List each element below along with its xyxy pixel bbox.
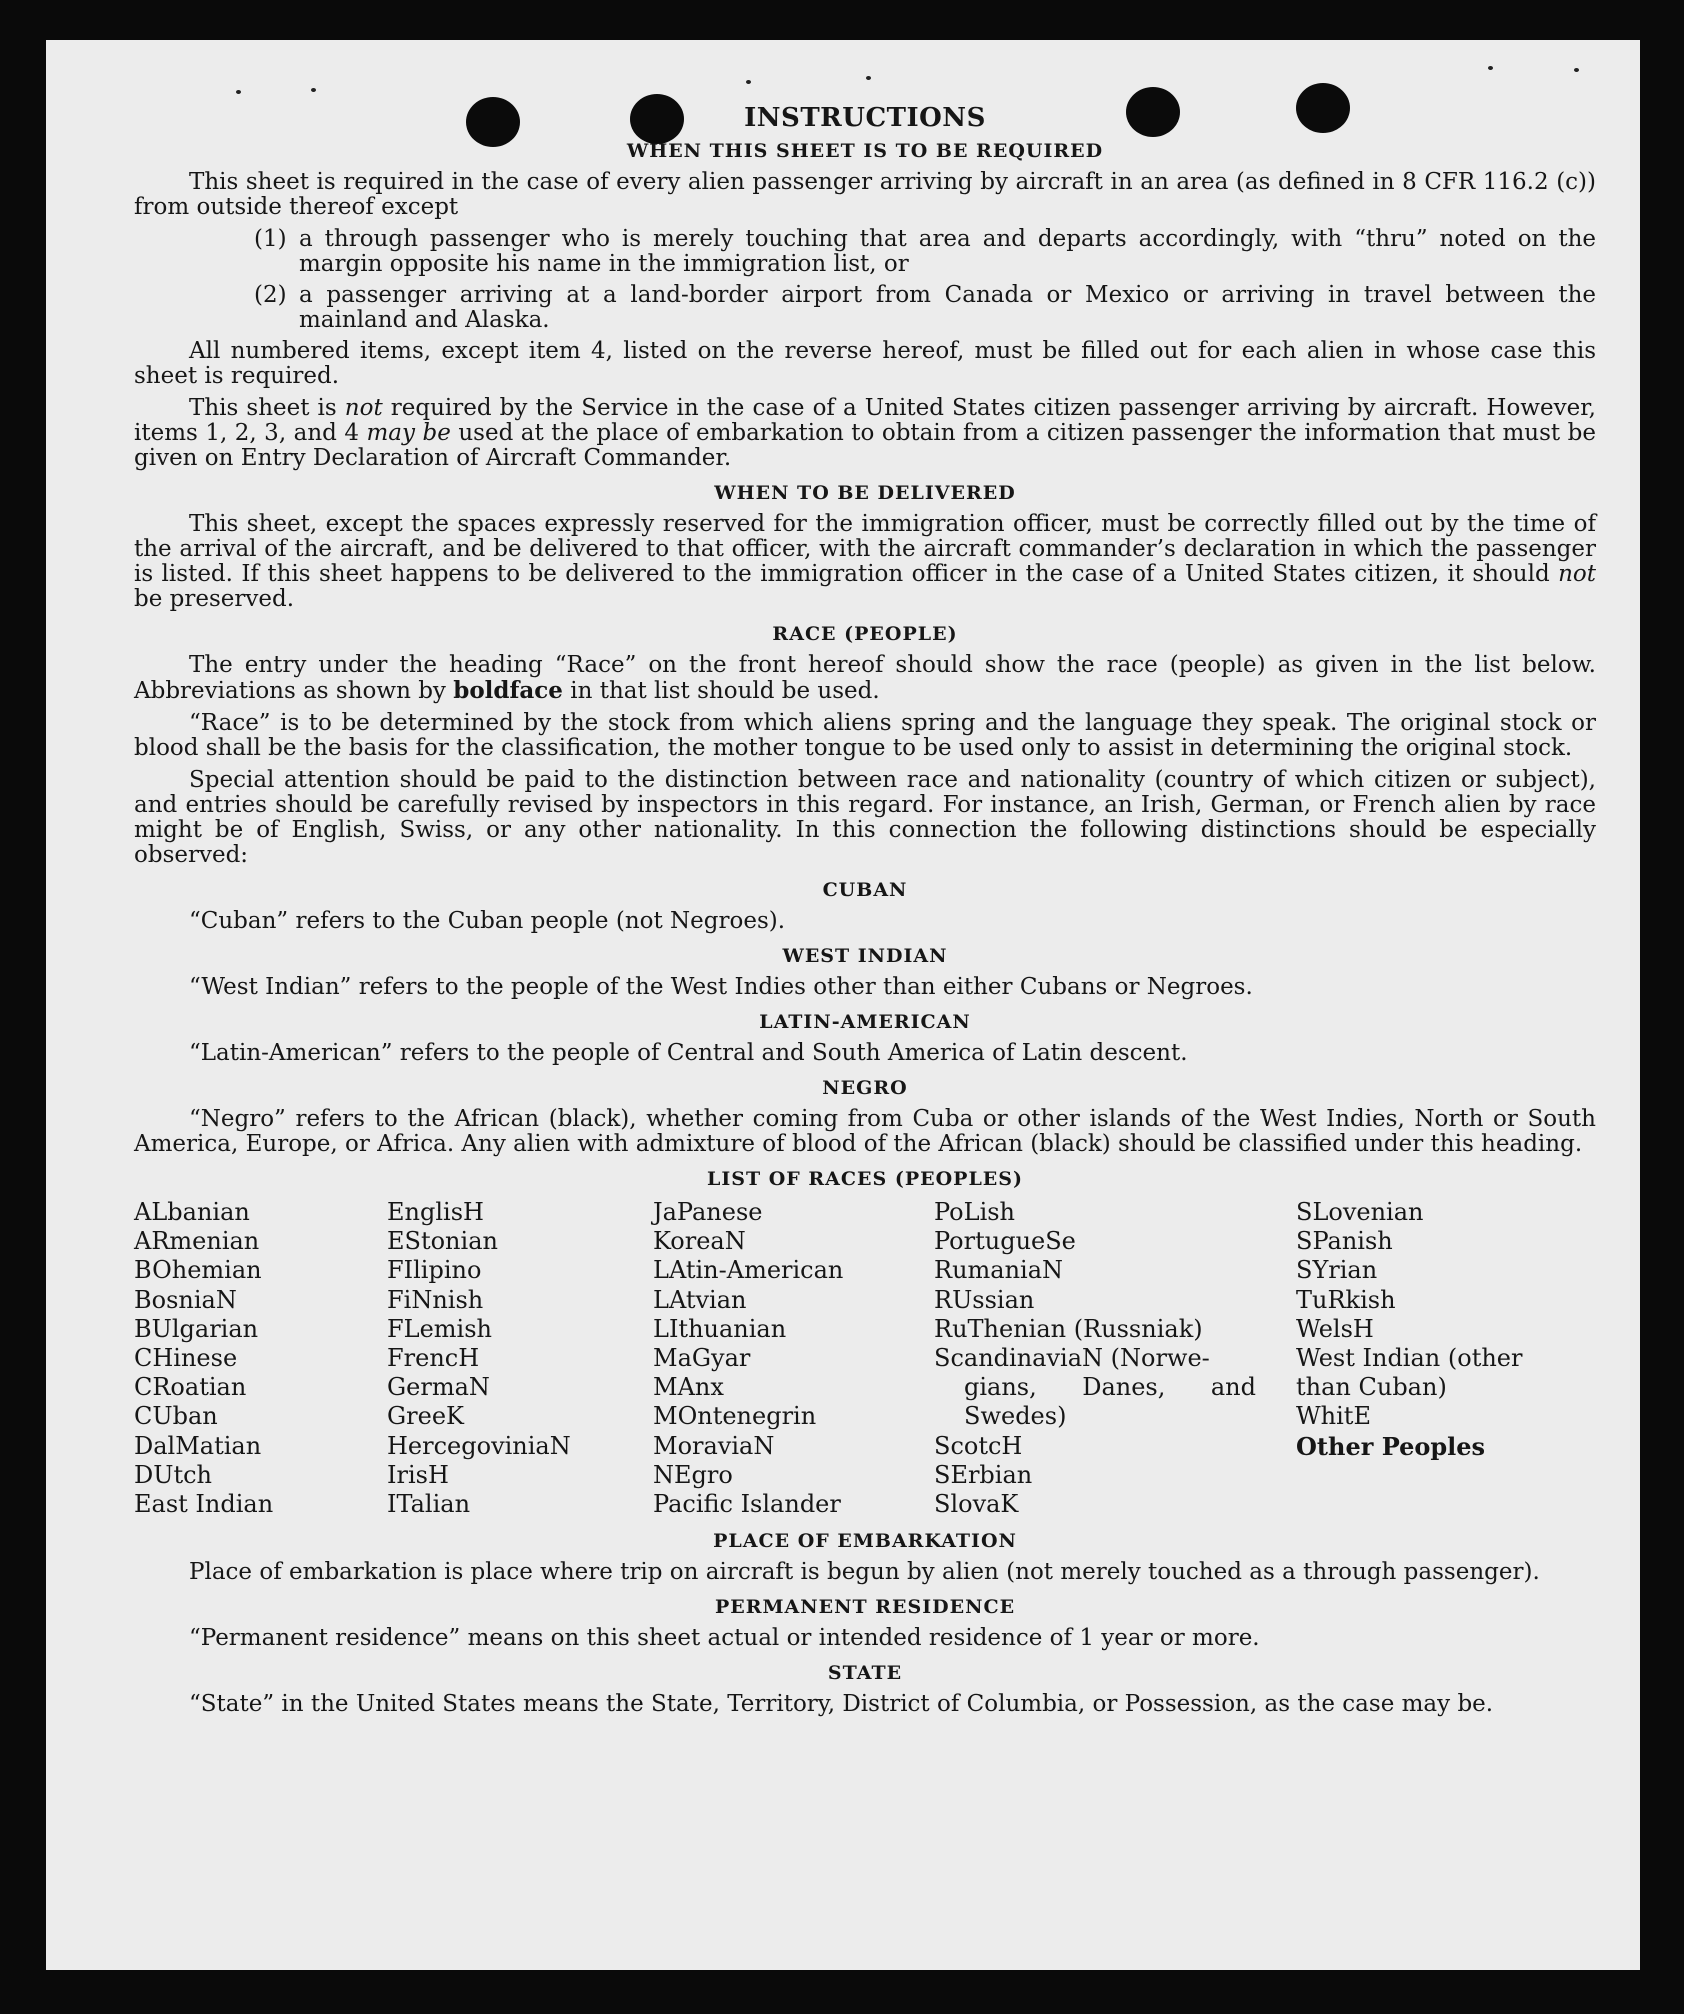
- heading-west-indian: WEST INDIAN: [782, 945, 948, 967]
- race-entry: MaGyar: [653, 1344, 751, 1373]
- race-entry: SErbian: [934, 1460, 1033, 1489]
- race-entry-scandinavian: ScandinaviaN (Norwe-: [934, 1344, 1210, 1373]
- race-entry: SLovenian: [1296, 1198, 1424, 1226]
- race-list: [134, 1198, 1596, 1519]
- race-entry: West Indian (other: [1296, 1344, 1523, 1373]
- race-entry: FiNnish: [387, 1285, 484, 1314]
- word: Danes,: [1082, 1373, 1166, 1402]
- race-entry: East Indian: [134, 1490, 274, 1519]
- race-entry: SYrian: [1296, 1256, 1378, 1285]
- race-entry: RumaniaN: [934, 1256, 1064, 1285]
- text-run: in that list should be used.: [562, 678, 880, 704]
- heading-permanent-residence: PERMANENT RESIDENCE: [714, 1596, 1016, 1619]
- item-text: a passenger arriving at a land-border airport from Canada or Mexico or arriving in travel between the mainland and Alaska.: [299, 282, 1596, 333]
- race-entry: WelsH: [1296, 1314, 1374, 1343]
- text-run: This sheet is: [189, 395, 345, 421]
- italic-text: not: [1558, 561, 1596, 587]
- race-entry-scandinavian-cont: [934, 1373, 1256, 1402]
- instructions-content: [134, 103, 1596, 1724]
- definition-latin-american: “Latin-American” refers to the people of Central and South America of Latin descent.: [189, 1040, 1188, 1066]
- speck: [1574, 68, 1579, 72]
- paragraph-race-definition: “Race” is to be determined by the stock from which aliens spring and the language they speak. The original stock or blood shall be the basis for the classification, the mother tongue to be used only to assist in determining the original stock.: [134, 710, 1596, 761]
- race-entry: LAtin-American: [653, 1256, 844, 1285]
- paragraph-numbered-items: All numbered items, except item 4, listed on the reverse hereof, must be filled out for each alien in whose case this sheet is required.: [134, 338, 1596, 389]
- paragraph-state: “State” in the United States means the State, Territory, District of Columbia, or Possession, as the case may be.: [189, 1691, 1494, 1718]
- race-entry: MAnx: [653, 1373, 724, 1402]
- race-entry: ITalian: [387, 1490, 471, 1519]
- definition-west-indian: “West Indian” refers to the people of the West Indies other than either Cubans or Negroes.: [189, 974, 1253, 1000]
- race-entry: GreeK: [387, 1402, 464, 1431]
- text-run: The entry under the heading “Race” on the front hereof should show the race (people) as given in the list below. Abbreviations as shown by: [134, 652, 1596, 704]
- race-entry: PoLish: [934, 1198, 1016, 1226]
- definition-negro: “Negro” refers to the African (black), whether coming from Cuba or other islands of the West Indies, North or South America, Europe, or Africa. Any alien with admixture of blood of the African (black) should be classified under this heading.: [134, 1106, 1596, 1157]
- paragraph-race-nationality: Special attention should be paid to the distinction between race and nationality (country of which citizen or subject), and entries should be carefully revised by inspectors in this regard. For instance, an Irish, German, or French alien by race might be of English, Swiss, or any other nationality. In this connection the following distinctions should be especially observed:: [134, 767, 1596, 868]
- race-entry: TuRkish: [1296, 1285, 1396, 1314]
- heading-latin-american: LATIN-AMERICAN: [759, 1011, 971, 1033]
- race-entry: FIlipino: [387, 1256, 482, 1285]
- race-entry: GermaN: [387, 1373, 490, 1402]
- race-entry: PortugueSe: [934, 1227, 1076, 1256]
- italic-text: not: [344, 395, 383, 421]
- race-entry: MOntenegrin: [653, 1402, 817, 1431]
- race-entry: ScotcH: [934, 1431, 1023, 1460]
- text-run: required by the Service in the case of a United States citizen passenger arriving by aircraft. However, items 1, 2, 3, and 4: [134, 395, 1596, 446]
- item-number: (2): [254, 282, 287, 308]
- definition-cuban: “Cuban” refers to the Cuban people (not Negroes).: [189, 908, 786, 934]
- text-run: used at the place of embarkation to obtain from a citizen passenger the information that must be given on Entry Declaration of Aircraft Commander.: [134, 420, 1596, 471]
- race-entry: Other Peoples: [1296, 1431, 1486, 1461]
- race-column-5: [1296, 1198, 1556, 1519]
- heading-list-of-races: LIST OF RACES (PEOPLES): [707, 1168, 1023, 1190]
- speck: [746, 80, 751, 84]
- race-entry: FrencH: [387, 1344, 480, 1373]
- paragraph-citizen-note: [134, 396, 1596, 471]
- race-entry: FLemish: [387, 1314, 492, 1343]
- race-entry: RUssian: [934, 1285, 1035, 1314]
- word: and: [1210, 1373, 1256, 1402]
- race-entry: RuThenian (Russniak): [934, 1314, 1203, 1343]
- item-text: a through passenger who is merely touching that area and departs accordingly, with “thru” noted on the margin opposite his name in the immigration list, or: [299, 226, 1596, 277]
- race-entry: CRoatian: [134, 1373, 247, 1402]
- race-entry-scandinavian-cont: Swedes): [964, 1402, 1067, 1431]
- paragraph-delivery: [134, 512, 1596, 612]
- race-entry: IrisH: [387, 1460, 449, 1489]
- exception-item-2: [254, 283, 1596, 333]
- race-entry: LIthuanian: [653, 1314, 787, 1343]
- race-entry: ALbanian: [134, 1198, 250, 1226]
- race-entry: NEgro: [653, 1460, 733, 1489]
- heading-race: RACE (PEOPLE): [772, 623, 958, 645]
- paragraph-intro: This sheet is required in the case of every alien passenger arriving by aircraft in an area (as defined in 8 CFR 116.2 (c)) from outside thereof except: [134, 169, 1596, 220]
- race-entry: BosniaN: [134, 1285, 237, 1314]
- document-sheet: [46, 40, 1640, 1970]
- heading-when-required: WHEN THIS SHEET IS TO BE REQUIRED: [626, 140, 1104, 162]
- race-entry: DalMatian: [134, 1431, 262, 1460]
- race-column-2: [387, 1198, 653, 1519]
- speck: [1488, 66, 1493, 70]
- race-entry: EStonian: [387, 1227, 498, 1256]
- race-entry: than Cuban): [1296, 1373, 1447, 1402]
- race-entry: LAtvian: [653, 1285, 747, 1314]
- paragraph-permanent-residence: “Permanent residence” means on this sheet actual or intended residence of 1 year or more.: [189, 1625, 1260, 1652]
- heading-negro: NEGRO: [822, 1077, 908, 1099]
- race-entry: EnglisH: [387, 1198, 484, 1226]
- race-entry: SPanish: [1296, 1227, 1393, 1256]
- paragraph-race-entry: [134, 653, 1596, 704]
- speck: [236, 90, 241, 94]
- heading-embarkation: PLACE OF EMBARKATION: [713, 1530, 1017, 1553]
- race-entry: BUlgarian: [134, 1314, 259, 1343]
- heading-state: STATE: [827, 1662, 903, 1685]
- race-entry: CHinese: [134, 1344, 238, 1373]
- race-column-4: [934, 1198, 1296, 1519]
- speck: [866, 76, 871, 80]
- paragraph-embarkation: Place of embarkation is place where trip on aircraft is begun by alien (not merely touched as a through passenger).: [189, 1559, 1540, 1586]
- exception-item-1: [254, 227, 1596, 277]
- race-column-3: [653, 1198, 934, 1519]
- race-entry: KoreaN: [653, 1227, 746, 1256]
- race-entry: JaPanese: [653, 1198, 763, 1226]
- text-run: be preserved.: [134, 586, 295, 612]
- race-entry: DUtch: [134, 1460, 213, 1489]
- race-entry: CUban: [134, 1402, 218, 1431]
- race-entry: HercegoviniaN: [387, 1431, 571, 1460]
- speck: [311, 88, 316, 92]
- race-entry: BOhemian: [134, 1256, 262, 1285]
- text-run: This sheet, except the spaces expressly reserved for the immigration officer, must be correctly filled out by the time of the arrival of the aircraft, and be delivered to that officer, with the aircraft commander’s declaration in which the passenger is listed. If this sheet happens to be delivered to the immigration officer in the case of a United States citizen, it should: [134, 511, 1596, 587]
- race-entry: ARmenian: [134, 1227, 260, 1256]
- bold-text: boldface: [453, 677, 563, 704]
- race-entry: Pacific Islander: [653, 1490, 841, 1519]
- race-entry: SlovaK: [934, 1490, 1019, 1519]
- race-column-1: [134, 1198, 387, 1519]
- italic-text: may be: [366, 420, 451, 446]
- race-entry: WhitE: [1296, 1402, 1371, 1431]
- page-title: INSTRUCTIONS: [744, 103, 986, 133]
- heading-when-delivered: WHEN TO BE DELIVERED: [714, 482, 1016, 504]
- word: gians,: [964, 1373, 1037, 1402]
- heading-cuban: CUBAN: [822, 879, 908, 901]
- item-number: (1): [254, 226, 287, 252]
- race-entry: MoraviaN: [653, 1431, 775, 1460]
